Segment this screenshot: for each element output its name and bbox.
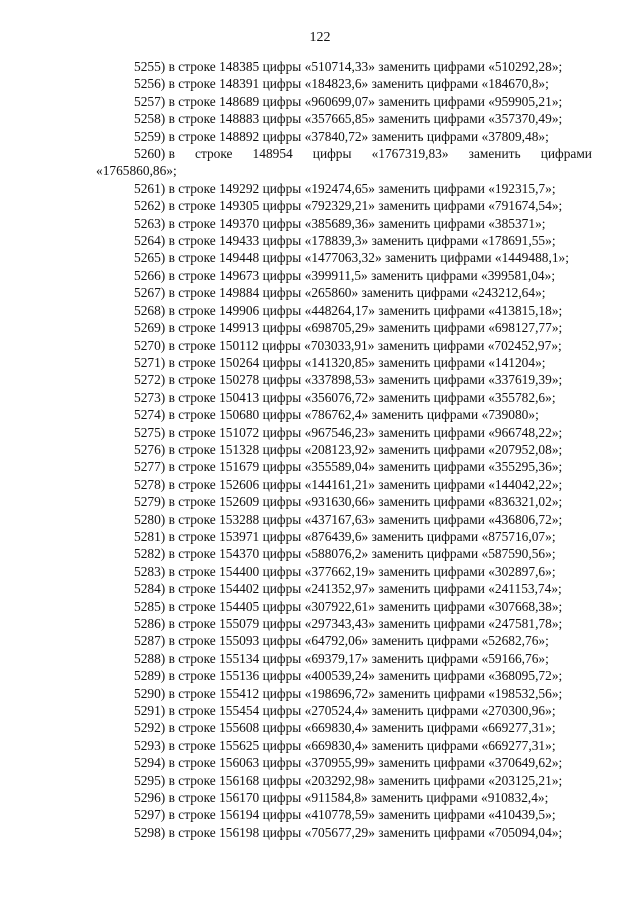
list-item: 5292) в строке 155608 цифры «669830,4» заменить цифрами «669277,31»; [134, 720, 556, 736]
list-item-word: цифрами [540, 146, 592, 162]
list-item: 5298) в строке 156198 цифры «705677,29» заменить цифрами «705094,04»; [134, 824, 563, 840]
list-item: 5268) в строке 149906 цифры «448264,17» заменить цифрами «413815,18»; [134, 302, 563, 318]
list-item-word: заменить [468, 146, 521, 162]
list-item: 5290) в строке 155412 цифры «198696,72» заменить цифрами «198532,56»; [134, 685, 563, 701]
list-item: 5293) в строке 155625 цифры «669830,4» заменить цифрами «669277,31»; [134, 737, 556, 753]
list-item: 5262) в строке 149305 цифры «792329,21» заменить цифрами «791674,54»; [134, 198, 563, 214]
list-item: 5285) в строке 154405 цифры «307922,61» заменить цифрами «307668,38»; [134, 598, 563, 614]
list-item: 5288) в строке 155134 цифры «69379,17» заменить цифрами «59166,76»; [134, 650, 549, 666]
amendment-list [96, 58, 592, 841]
list-item: 5258) в строке 148883 цифры «357665,85» заменить цифрами «357370,49»; [134, 111, 563, 127]
list-item: 5297) в строке 156194 цифры «410778,59» заменить цифрами «410439,5»; [134, 807, 556, 823]
list-item: 5273) в строке 150413 цифры «356076,72» заменить цифрами «355782,6»; [134, 389, 556, 405]
list-item-word: «1767319,83» [371, 146, 449, 162]
list-item: 5284) в строке 154402 цифры «241352,97» заменить цифрами «241153,74»; [134, 581, 562, 597]
list-item: 5271) в строке 150264 цифры «141320,85» заменить цифрами «141204»; [134, 354, 546, 370]
page-number: 122 [309, 30, 331, 45]
list-item: 5282) в строке 154370 цифры «588076,2» заменить цифрами «587590,56»; [134, 546, 556, 562]
list-item: 5257) в строке 148689 цифры «960699,07» заменить цифрами «959905,21»; [134, 93, 563, 109]
list-item: 5279) в строке 152609 цифры «931630,66» заменить цифрами «836321,02»; [134, 494, 563, 510]
list-item: 5267) в строке 149884 цифры «265860» заменить цифрами «243212,64»; [134, 285, 546, 301]
list-item: 5264) в строке 149433 цифры «178839,3» заменить цифрами «178691,55»; [134, 233, 556, 249]
list-item: 5280) в строке 153288 цифры «437167,63» заменить цифрами «436806,72»; [134, 511, 563, 527]
list-item [96, 145, 592, 180]
list-item: 5269) в строке 149913 цифры «698705,29» заменить цифрами «698127,77»; [134, 320, 563, 336]
list-item: 5275) в строке 151072 цифры «967546,23» заменить цифрами «966748,22»; [134, 424, 563, 440]
list-item: 5265) в строке 149448 цифры «1477063,32» заменить цифрами «1449488,1»; [134, 250, 569, 266]
list-item: 5261) в строке 149292 цифры «192474,65» заменить цифрами «192315,7»; [134, 180, 556, 196]
list-item: 5286) в строке 155079 цифры «297343,43» заменить цифрами «247581,78»; [134, 616, 563, 631]
list-item-continuation: «1765860,86»; [96, 163, 177, 179]
list-item: 5272) в строке 150278 цифры «337898,53» заменить цифрами «337619,39»; [134, 372, 563, 388]
list-item: 5295) в строке 156168 цифры «203292,98» заменить цифрами «203125,21»; [134, 772, 563, 788]
list-item: 5277) в строке 151679 цифры «355589,04» заменить цифрами «355295,36»; [134, 459, 563, 475]
list-item: 5294) в строке 156063 цифры «370955,99» заменить цифрами «370649,62»; [134, 755, 563, 771]
list-item: 5274) в строке 150680 цифры «786762,4» заменить цифрами «739080»; [134, 407, 539, 423]
list-item: 5291) в строке 155454 цифры «270524,4» заменить цифрами «270300,96»; [134, 703, 556, 719]
list-item: 5281) в строке 153971 цифры «876439,6» заменить цифрами «875716,07»; [134, 528, 556, 544]
list-item: 5278) в строке 152606 цифры «144161,21» заменить цифрами «144042,22»; [134, 476, 563, 492]
list-item: 5289) в строке 155136 цифры «400539,24» заменить цифрами «368095,72»; [134, 668, 563, 684]
list-item: 5276) в строке 151328 цифры «208123,92» заменить цифрами «207952,08»; [134, 441, 563, 457]
list-item: 5296) в строке 156170 цифры «911584,8» заменить цифрами «910832,4»; [134, 790, 549, 806]
list-item: 5270) в строке 150112 цифры «703033,91» заменить цифрами «702452,97»; [134, 337, 562, 353]
list-item: 5266) в строке 149673 цифры «399911,5» заменить цифрами «399581,04»; [134, 267, 556, 283]
list-item: 5283) в строке 154400 цифры «377662,19» заменить цифрами «302897,6»; [134, 563, 556, 579]
list-item: 5263) в строке 149370 цифры «385689,36» заменить цифрами «385371»; [134, 215, 546, 231]
list-item: 5256) в строке 148391 цифры «184823,6» заменить цифрами «184670,8»; [134, 76, 549, 92]
list-item-word: 5260) в [134, 146, 175, 162]
list-item: 5255) в строке 148385 цифры «510714,33» заменить цифрами «510292,28»; [134, 59, 563, 74]
list-item-word: 148954 [252, 146, 293, 162]
list-item-first-line [96, 145, 592, 162]
list-item: 5259) в строке 148892 цифры «37840,72» заменить цифрами «37809,48»; [134, 128, 549, 144]
list-item-word: строке [195, 146, 233, 162]
list-item: 5287) в строке 155093 цифры «64792,06» заменить цифрами «52682,76»; [134, 633, 549, 649]
list-item-word: цифры [312, 146, 352, 162]
